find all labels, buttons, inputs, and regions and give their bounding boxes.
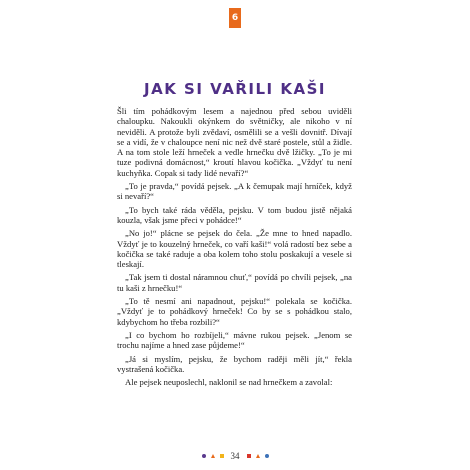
- blue-dot-ornament: [265, 454, 269, 458]
- paragraph: Ale pejsek neuposlechl, naklonil se nad hrnečkem a zavolal:: [125, 377, 333, 388]
- paragraph: „To tě nesmí ani napadnout, pejsku!“ polekala se kočička. „Vždyť je to pohádkový hrneček! Co by se s pohádkou stalo, kdybychom ho třeba rozbili?“: [117, 296, 352, 327]
- paragraph: Šli tím pohádkovým lesem a najednou před sebou uviděli chaloupku. Nakoukli okýnkem do světničky, ale nikoho v ní neviděli. A protože byli zvědaví, osmělili se a vešli dovnitř. Dívají se a vidí, že v chaloupce není nic než dvě staré postele, stůl a židle. A na tom stole leží hrneček a vedle hrnečku dvě lžičky. „To je mi tuze podivná domácnost,“ kroutí hlavou kočička. „Vždyť tu není kuchyňka. Copak si tady lidé nevaří?“: [117, 106, 352, 178]
- paragraph: „Tak jsem ti dostal náramnou chuť,“ povídá po chvíli pejsek, „na tu kaši z hrnečku!“: [117, 272, 352, 293]
- story-text: [117, 106, 352, 446]
- page-number: 34: [230, 451, 240, 461]
- paragraph: „No jo!“ plácne se pejsek do čela. „Že mne to hned napadlo. Vždyť je to kouzelný hrneček, co vaří kaši!“ volá radostí bez sebe a kočička se také raduje a oba kolem toho stolu poskakují a vesele si tleskají.: [117, 228, 352, 270]
- chapter-title: JAK SI VAŘILI KAŠI: [144, 80, 326, 98]
- paragraph: „Já si myslím, pejsku, že bychom raději měli jít,“ řekla vystrašená kočička.: [117, 353, 352, 374]
- paragraph: „To je pravda,“ povídá pejsek. „A k čemupak mají hrníček, když si nevaří?“: [117, 181, 352, 202]
- orange-triangle-ornament: [256, 454, 260, 458]
- chapter-number: 6: [231, 13, 239, 23]
- chapter-number-tab: [229, 8, 241, 28]
- paragraph: „I co bychom ho rozbíjeli,“ mávne rukou pejsek. „Jenom se trochu najíme a hned zase půjdeme!“: [117, 329, 352, 351]
- orange-triangle-ornament: [211, 454, 215, 458]
- yellow-square-ornament: [220, 454, 224, 458]
- paragraph: „To bych také ráda věděla, pejsku. V tom budou jistě nějaká kouzla, však jsme přeci v pohádce!“: [117, 204, 352, 225]
- page-footer: [0, 451, 470, 461]
- red-square-ornament: [247, 454, 251, 458]
- purple-dot-ornament: [202, 454, 206, 458]
